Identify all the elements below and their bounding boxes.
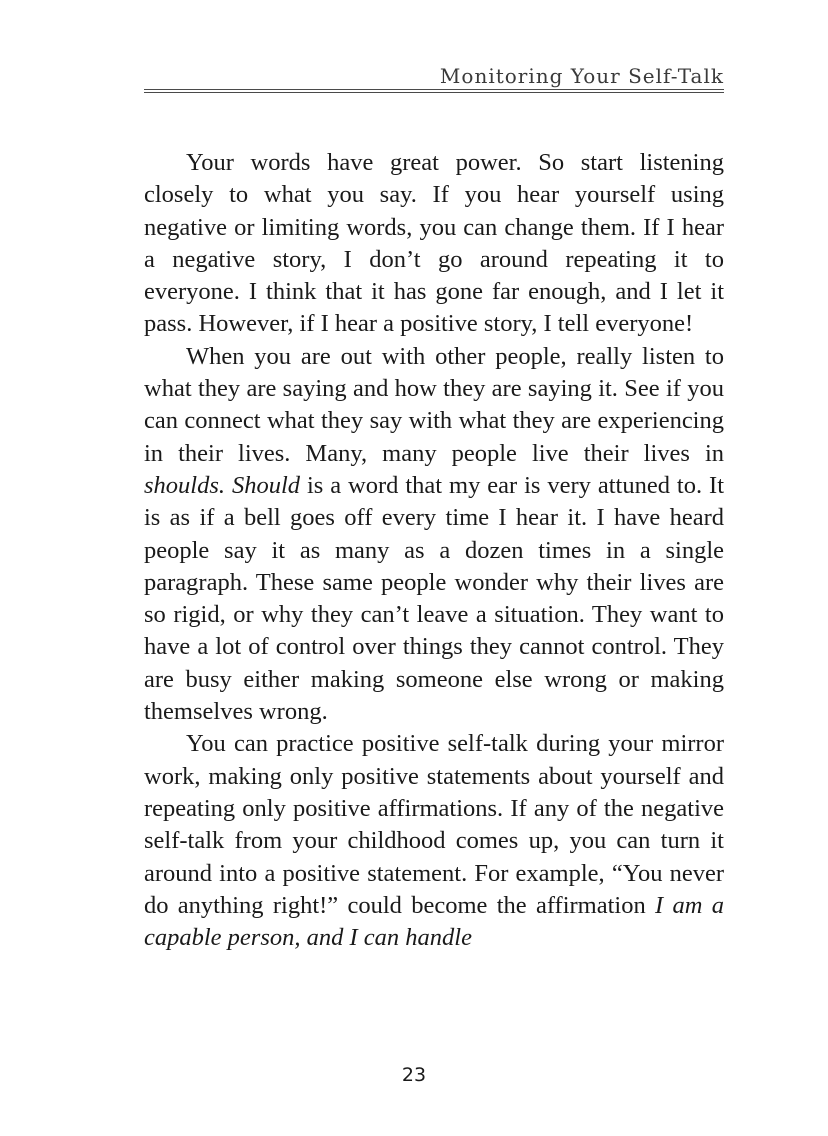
paragraph-3-text-a: You can practice positive self-talk during your mirror work, making only positive statements about yourself and repeating only positive affirmations. If any of the negative self-talk from your childhood comes up, you can turn it around into a positive statement. For example, “You never do anything right!” could become the affirmation [144, 730, 724, 919]
paragraph-2-italic: shoulds. Should [144, 471, 300, 499]
header-rule-thick [144, 92, 724, 93]
paragraph-1: Your words have great power. So start listening closely to what you say. If you hear yourself using negative or limiting words, you can change them. If I hear a negative story, I don’t go around repeating it to everyone. I think that it has gone far enough, and I let it pass. However, if I hear a positive story, I tell everyone! [144, 149, 724, 338]
paragraph-2-text-a: When you are out with other people, really listen to what they are saying and how they are saying it. See if you can connect what they say with what they are experiencing in their lives. Many, many people live their lives in [144, 342, 724, 467]
paragraph-3 [144, 728, 724, 954]
header-rule-thin [144, 89, 724, 90]
paragraph-3-italic: I am a capable person, and I can handle [144, 891, 724, 952]
page-number: 23 [401, 1064, 427, 1086]
paragraph-2 [144, 341, 724, 729]
body-text [144, 147, 724, 954]
running-head-title: Monitoring Your Self-Talk [439, 64, 724, 88]
paragraph-2-text-b: is a word that my ear is very attuned to. It is as if a bell goes off every time I hear it. I have heard people say it as many as a dozen times in a single paragraph. These same people wonder why their lives are so rigid, or why they can’t leave a situation. They want to have a lot of control over things they cannot control. They are busy either making someone else wrong or making themselves wrong. [144, 471, 724, 726]
